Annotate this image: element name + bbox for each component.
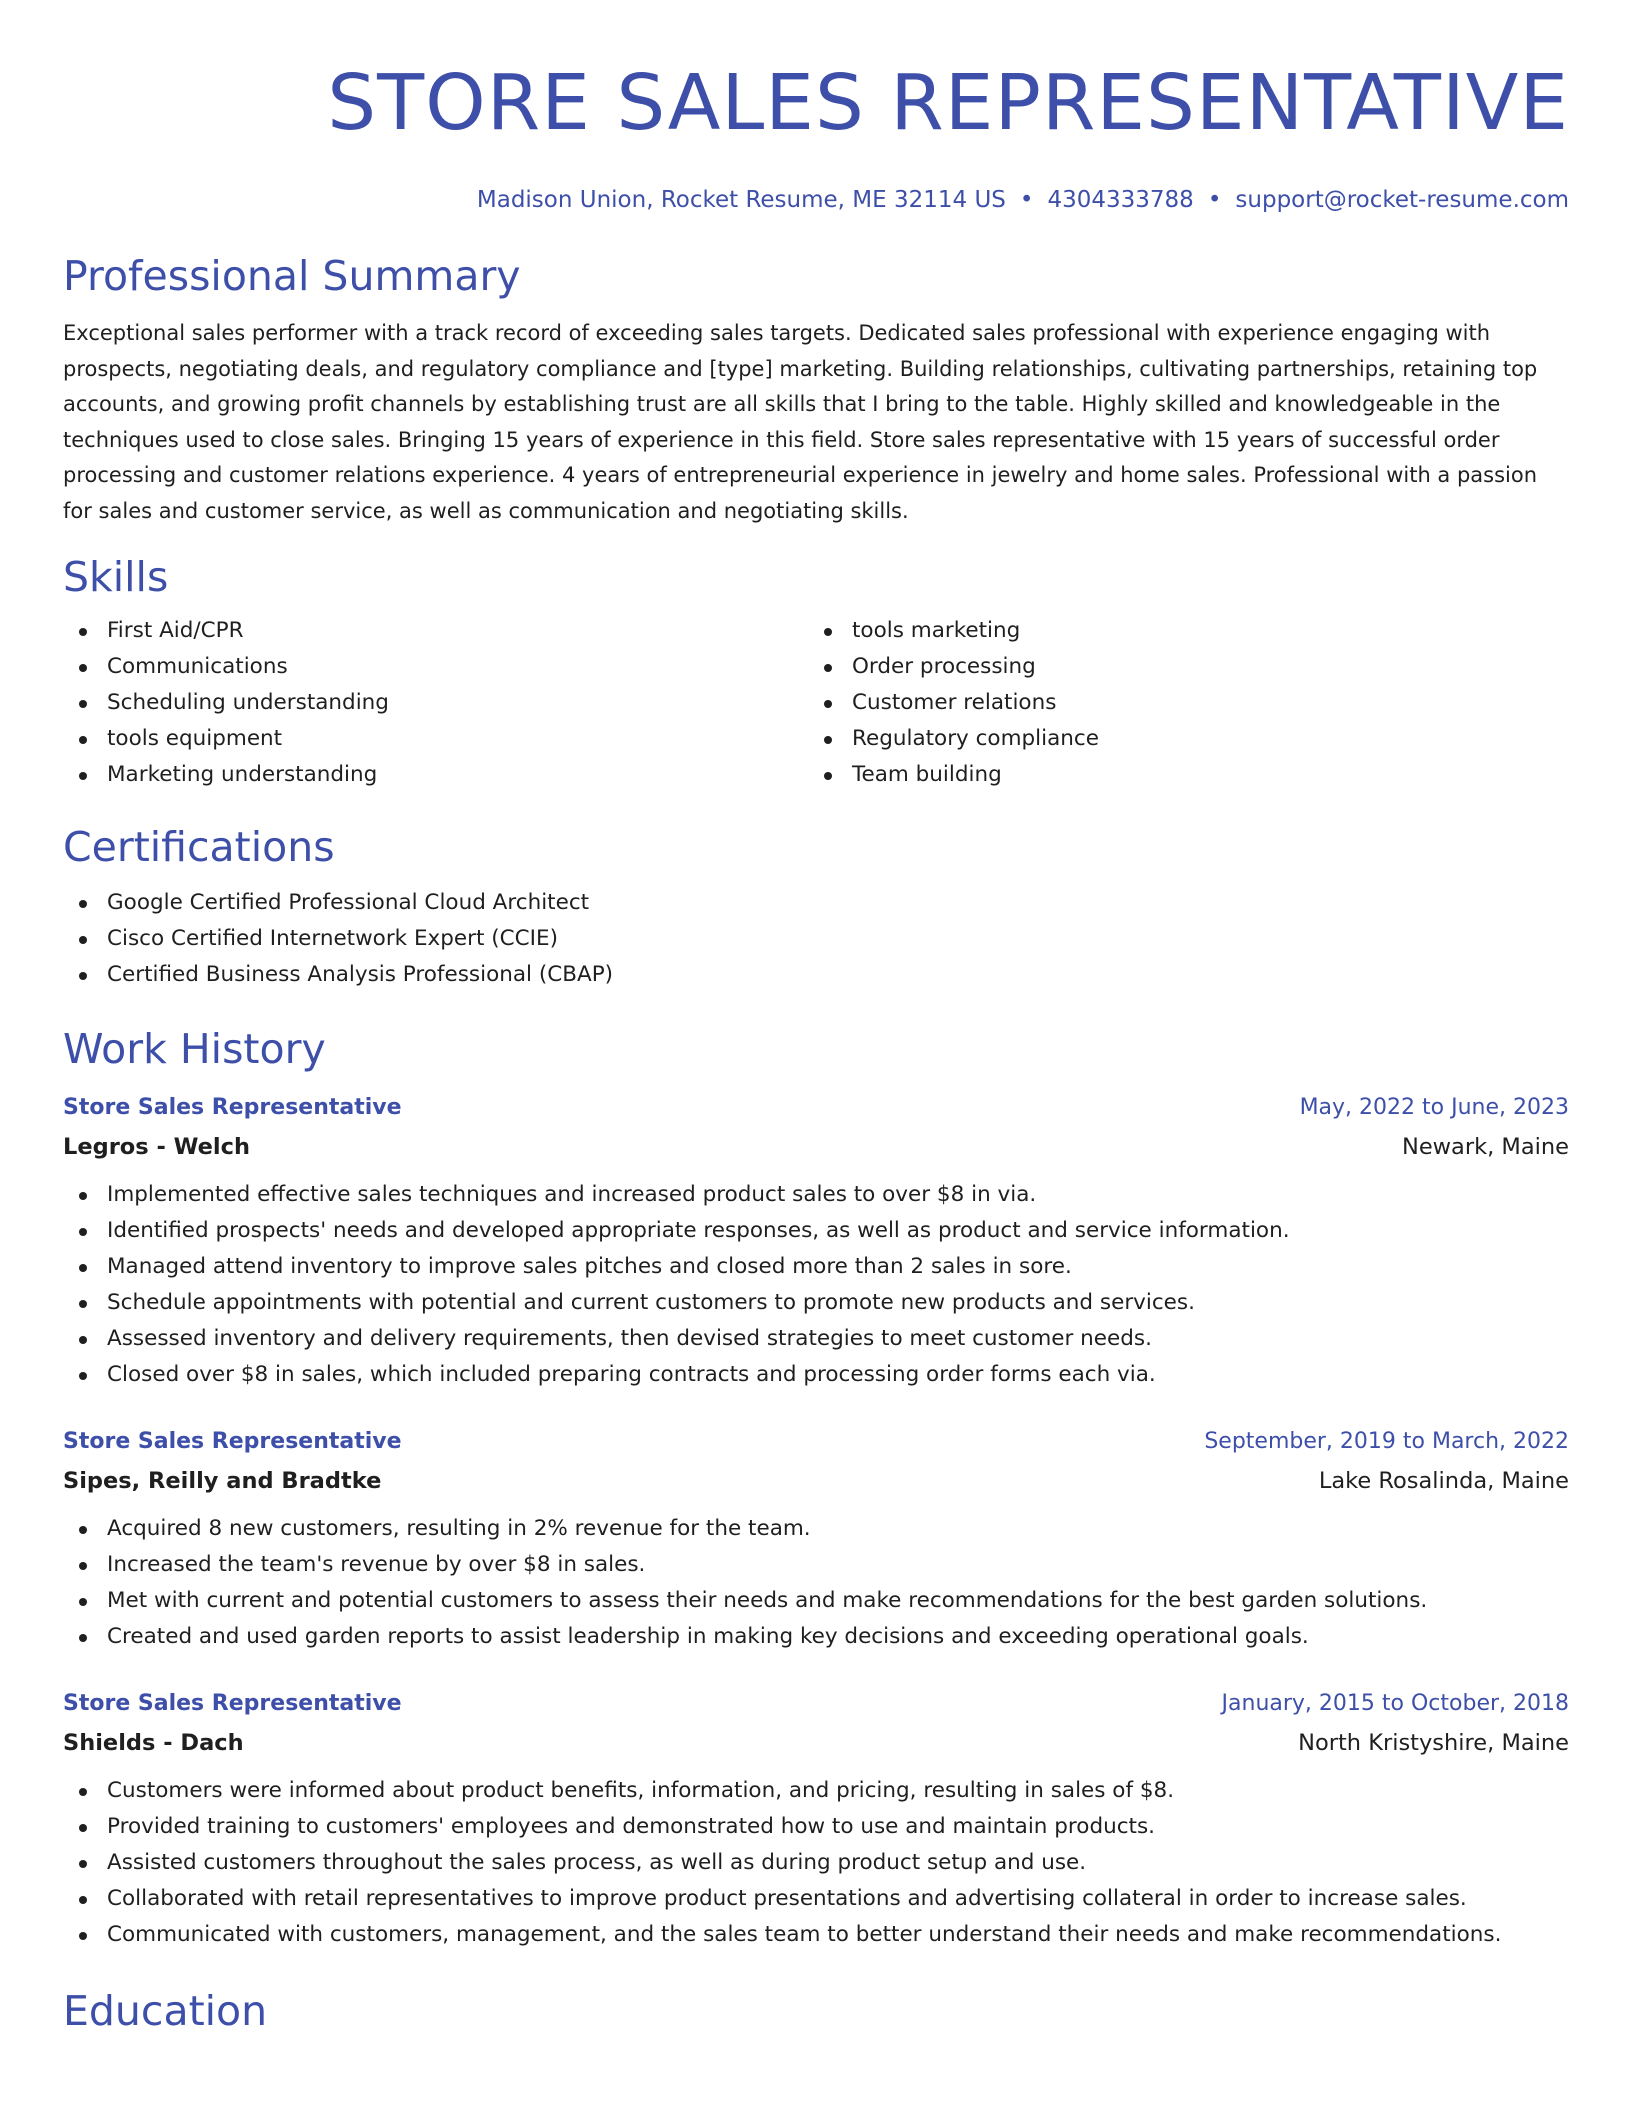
job-company-row xyxy=(63,1461,1569,1501)
contact-email[interactable]: support@rocket-resume.com xyxy=(1235,187,1569,213)
job-bullets xyxy=(63,1511,1569,1655)
skill-item: First Aid/CPR xyxy=(63,613,816,649)
job-title: Store Sales Representative xyxy=(63,1691,402,1716)
job-bullet: Implemented effective sales techniques and increased product sales to over $8 in via. xyxy=(63,1177,1569,1213)
job-location: Lake Rosalinda, Maine xyxy=(1318,1468,1569,1494)
job-company-row xyxy=(63,1127,1569,1167)
job-bullet: Closed over $8 in sales, which included preparing contracts and processing order forms each via. xyxy=(63,1357,1569,1393)
job-dates: September, 2019 to March, 2022 xyxy=(1204,1429,1569,1454)
skill-item: Communications xyxy=(63,649,816,685)
job-bullet: Schedule appointments with potential and current customers to promote new products and services. xyxy=(63,1285,1569,1321)
job-title: Store Sales Representative xyxy=(63,1095,402,1120)
skill-item: tools equipment xyxy=(63,721,816,757)
skills-column-left xyxy=(63,613,816,793)
job-company: Shields - Dach xyxy=(63,1730,244,1756)
section-title-summary: Professional Summary xyxy=(63,252,521,300)
job-location: North Kristyshire, Maine xyxy=(1298,1730,1569,1756)
job-bullet: Acquired 8 new customers, resulting in 2% revenue for the team. xyxy=(63,1511,1569,1547)
job-bullet: Provided training to customers' employees and demonstrated how to use and maintain products. xyxy=(63,1809,1569,1845)
job-entry xyxy=(63,1685,1569,1953)
section-title-skills: Skills xyxy=(63,553,169,601)
job-bullet: Collaborated with retail representatives to improve product presentations and advertising collateral in order to increase sales. xyxy=(63,1881,1569,1917)
job-dates: May, 2022 to June, 2023 xyxy=(1299,1095,1569,1120)
section-title-education: Education xyxy=(63,1987,268,2035)
certification-item: Certified Business Analysis Professional (CBAP) xyxy=(63,957,1569,993)
job-title: Store Sales Representative xyxy=(63,1429,402,1454)
skill-item: Scheduling understanding xyxy=(63,685,816,721)
job-header-row xyxy=(63,1089,1569,1127)
certifications-list xyxy=(63,885,1569,993)
separator-dot: • xyxy=(1019,187,1034,213)
skill-item: tools marketing xyxy=(816,613,1569,649)
job-bullet: Communicated with customers, management, and the sales team to better understand their needs and make recommendations. xyxy=(63,1917,1569,1953)
section-title-certifications: Certifications xyxy=(63,823,335,871)
skill-item: Marketing understanding xyxy=(63,757,816,793)
job-bullet: Customers were informed about product benefits, information, and pricing, resulting in sales of $8. xyxy=(63,1773,1569,1809)
separator-dot: • xyxy=(1207,187,1222,213)
contact-address: Madison Union, Rocket Resume, ME 32114 US xyxy=(476,187,1006,213)
skill-item: Customer relations xyxy=(816,685,1569,721)
job-location: Newark, Maine xyxy=(1401,1134,1569,1160)
job-bullet: Met with current and potential customers to assess their needs and make recommendations for the best garden solutions. xyxy=(63,1583,1569,1619)
resume-header xyxy=(63,0,1569,218)
job-bullet: Increased the team's revenue by over $8 in sales. xyxy=(63,1547,1569,1583)
job-company: Sipes, Reilly and Bradtke xyxy=(63,1468,382,1494)
job-bullet: Created and used garden reports to assist leadership in making key decisions and exceeding operational goals. xyxy=(63,1619,1569,1655)
contact-phone: 4304333788 xyxy=(1047,187,1194,213)
certification-item: Google Certified Professional Cloud Architect xyxy=(63,885,1569,921)
job-entry xyxy=(63,1423,1569,1655)
summary-text: Exceptional sales performer with a track record of exceeding sales targets. Dedicated sales professional with experience engaging with prospects, negotiating deals, and regulatory compliance and [type] marketing. Building relationships, cultivating partnerships, retaining top accounts, and growing profit channels by establishing trust are all skills that I bring to the table. Highly skilled and knowledgeable in the techniques used to close sales. Bringing 15 years of experience in this field. Store sales representative with 15 years of successful order processing and customer relations experience. 4 years of entrepreneurial experience in jewelry and home sales. Professional with a passion for sales and customer service, as well as communication and negotiating skills. xyxy=(63,321,1538,523)
job-bullet: Assessed inventory and delivery requirements, then devised strategies to meet customer needs. xyxy=(63,1321,1569,1357)
job-header-row xyxy=(63,1423,1569,1461)
contact-line xyxy=(63,182,1569,218)
job-bullet: Identified prospects' needs and developed appropriate responses, as well as product and service information. xyxy=(63,1213,1569,1249)
section-title-work-history: Work History xyxy=(63,1025,326,1073)
job-entry xyxy=(63,1089,1569,1393)
certification-item: Cisco Certified Internetwork Expert (CCIE) xyxy=(63,921,1569,957)
job-company: Legros - Welch xyxy=(63,1134,250,1160)
job-company-row xyxy=(63,1723,1569,1763)
skills-column-right xyxy=(816,613,1569,793)
job-bullets xyxy=(63,1773,1569,1953)
job-bullet: Managed attend inventory to improve sales pitches and closed more than 2 sales in sore. xyxy=(63,1249,1569,1285)
job-header-row xyxy=(63,1685,1569,1723)
job-dates: January, 2015 to October, 2018 xyxy=(1221,1691,1569,1716)
candidate-name: STORE SALES REPRESENTATIVE xyxy=(327,59,1569,148)
job-bullets xyxy=(63,1177,1569,1393)
skill-item: Regulatory compliance xyxy=(816,721,1569,757)
skill-item: Order processing xyxy=(816,649,1569,685)
skill-item: Team building xyxy=(816,757,1569,793)
job-bullet: Assisted customers throughout the sales process, as well as during product setup and use. xyxy=(63,1845,1569,1881)
skills-list xyxy=(63,613,1569,793)
